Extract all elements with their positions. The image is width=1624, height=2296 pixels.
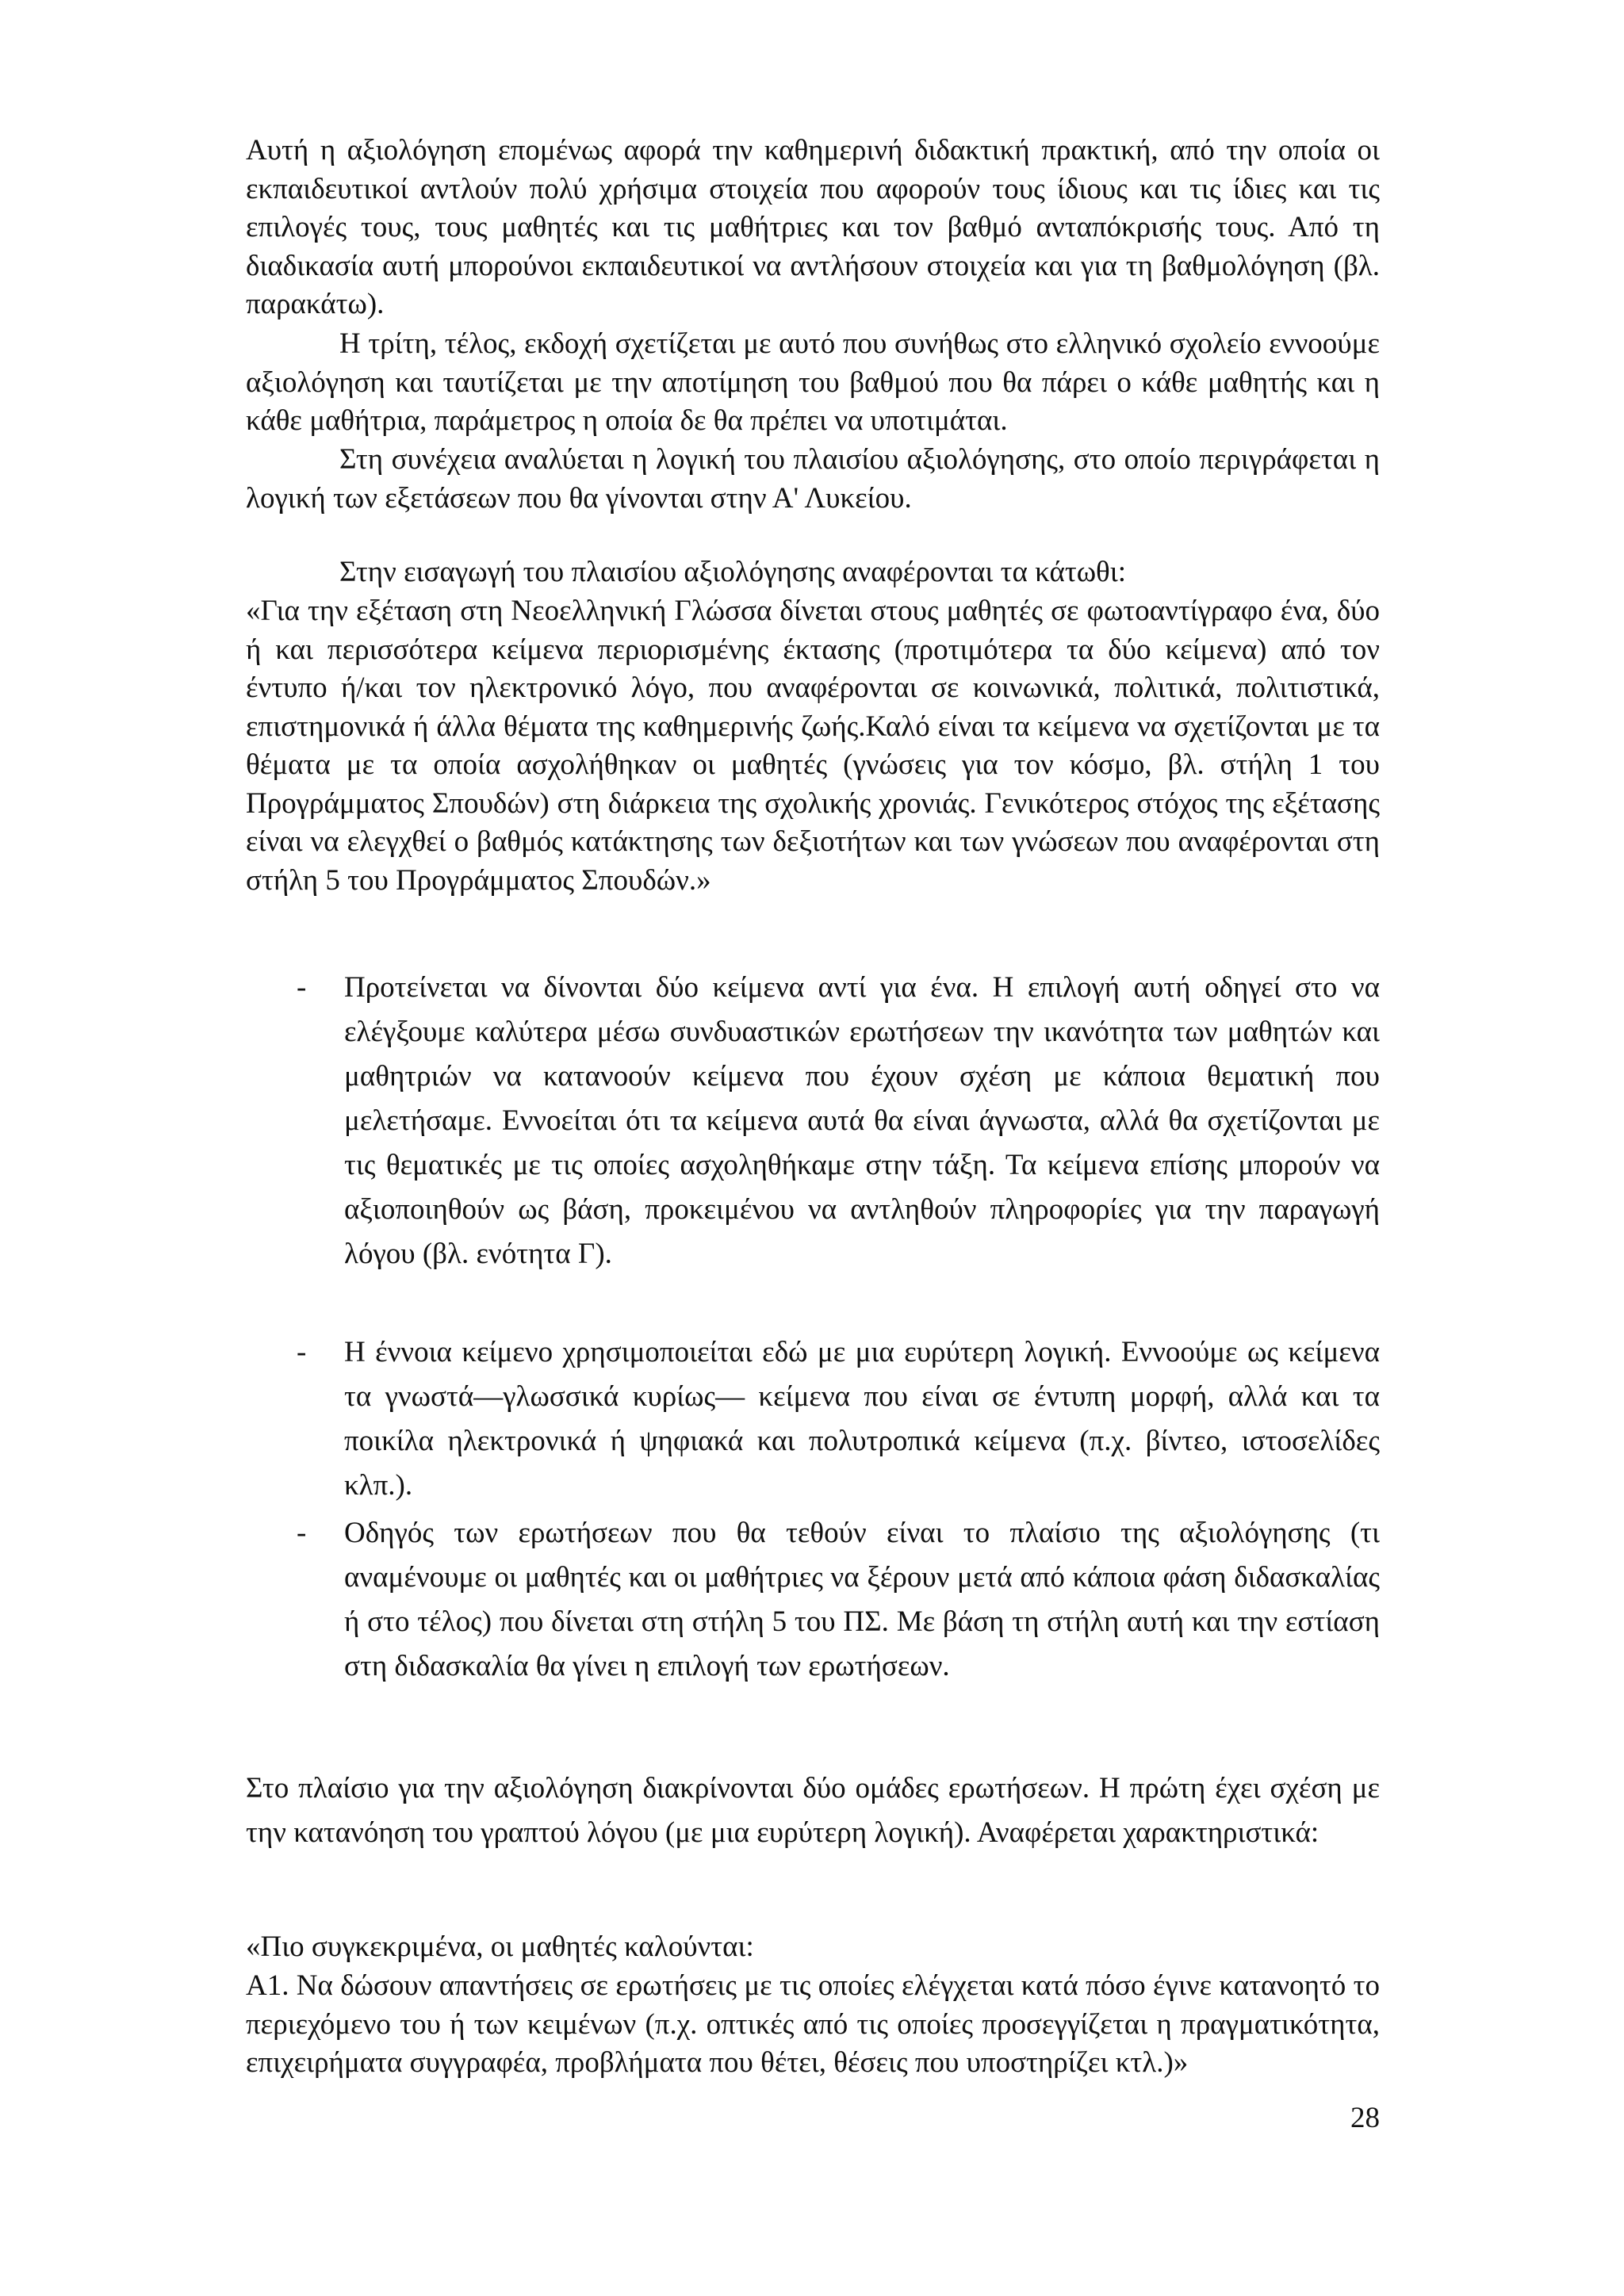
bullet-text: Οδηγός των ερωτήσεων που θα τεθούν είναι το πλαίσιο της αξιολόγησης (τι αναμένουμε οι μαθητές και οι μαθήτριες να ξέρουν μετά από κάποια φάση διδασκαλίας ή στο τέλος) που δίνεται στη στήλη 5 του ΠΣ. Με βάση τη στήλη αυτή και την εστίαση στη διδασκαλία θα γίνει η επιλογή των ερωτήσεων. xyxy=(344,1517,1380,1682)
paragraph-evaluation-practice: Αυτή η αξιολόγηση επομένως αφορά την καθημερινή διδακτική πρακτική, από την οποία οι εκπαιδευτικοί αντλούν πολύ χρήσιμα στοιχεία που αφορούν τους ίδιους και τις ίδιες και τις επιλογές τους, τους μαθητές και τις μαθήτριες και τον βαθμό ανταπόκρισής τους. Από τη διαδικασία αυτή μπορούνοι εκπαιδευτικοί να αντλήσουν στοιχεία και για τη βαθμολόγηση (βλ. παρακάτω). xyxy=(246,134,1380,320)
bullet-dash: - xyxy=(297,1336,307,1368)
bullet-text: Προτείνεται να δίνονται δύο κείμενα αντί για ένα. Η επιλογή αυτή οδηγεί στο να ελέγξουμε καλύτερα μέσω συνδυαστικών ερωτήσεων την ικανότητα των μαθητών και μαθητριών να κατανοούν κείμενα που έχουν σχέση με κάποια θεματική που μελετήσαμε. Εννοείται ότι τα κείμενα αυτά θα είναι άγνωστα, αλλά θα σχετίζονται με τις θεματικές με τις οποίες ασχοληθήκαμε στην τάξη. Τα κείμενα επίσης μπορούν να αξιοποιηθούν ως βάση, προκειμένου να αντληθούν πληροφορίες για την παραγωγή λόγου (βλ. ενότητα Γ). xyxy=(344,971,1380,1270)
paragraph-question-groups: Στο πλαίσιο για την αξιολόγηση διακρίνονται δύο ομάδες ερωτήσεων. Η πρώτη έχει σχέση με την κατανόηση του γραπτού λόγου (με μια ευρύτερη λογική). Αναφέρεται χαρακτηριστικά: xyxy=(246,1772,1380,1849)
bullet-dash: - xyxy=(297,1517,307,1549)
quote-a1-requirement: Α1. Να δώσουν απαντήσεις σε ερωτήσεις με τις οποίες ελέγχεται κατά πόσο έγινε κατανοητό το περιεχόμενο του ή των κειμένων (π.χ. οπτικές από τις οποίες προσεγγίζεται η πραγματικότητα, επιχειρήματα συγγραφέα, προβλήματα που θέτει, θέσεις που υποστηρίζει κτλ.)» xyxy=(246,1969,1380,2079)
paragraph-framework-intro: Στην εισαγωγή του πλαισίου αξιολόγησης αναφέρονται τα κάτωθι: xyxy=(339,556,1127,588)
bullet-dash: - xyxy=(297,971,307,1004)
paragraph-third-version: Η τρίτη, τέλος, εκδοχή σχετίζεται με αυτό που συνήθως στο ελληνικό σχολείο εννοούμε αξιολόγηση και ταυτίζεται με την αποτίμηση του βαθμού που θα πάρει ο κάθε μαθητής και η κάθε μαθήτρια, παράμετρος η οποία δε θα πρέπει να υποτιμάται. xyxy=(246,327,1380,437)
page-number: 28 xyxy=(1350,2102,1380,2134)
bullet-item-two-texts xyxy=(246,966,1380,1283)
quote-students-called: «Πιο συγκεκριμένα, οι μαθητές καλούνται: xyxy=(246,1931,754,1963)
paragraph-framework-analysis: Στη συνέχεια αναλύεται η λογική του πλαισίου αξιολόγησης, στο οποίο περιγράφεται η λογική των εξετάσεων που θα γίνονται στην Α' Λυκείου. xyxy=(246,443,1380,515)
quote-exam-description: «Για την εξέταση στη Νεοελληνική Γλώσσα δίνεται στους μαθητές σε φωτοαντίγραφο ένα, δύο ή και περισσότερα κείμενα περιορισμένης έκτασης (προτιμότερα τα δύο κείμενα) από τον έντυπο ή/και τον ηλεκτρονικό λόγο, που αναφέρονται σε κοινωνικά, πολιτικά, πολιτιστικά, επιστημονικά ή άλλα θέματα της καθημερινής ζωής.Καλό είναι τα κείμενα να σχετίζονται με τα θέματα με τα οποία ασχολήθηκαν οι μαθητές (γνώσεις για τον κόσμο, βλ. στήλη 1 του Προγράμματος Σπουδών) στη διάρκεια της σχολικής χρονιάς. Γενικότερος στόχος της εξέτασης είναι να ελεγχθεί ο βαθμός κατάκτησης των δεξιοτήτων και των γνώσεων που αναφέρονται στη στήλη 5 του Προγράμματος Σπουδών.» xyxy=(246,595,1380,897)
bullet-text: Η έννοια κείμενο χρησιμοποιείται εδώ με μια ευρύτερη λογική. Εννοούμε ως κείμενα τα γνωστά—γλωσσικά κυρίως— κείμενα που είναι σε έντυπη μορφή, αλλά και τα ποικίλα ηλεκτρονικά ή ψηφιακά και πολυτροπικά κείμενα (π.χ. βίντεο, ιστοσελίδες κλπ.). xyxy=(344,1336,1380,1502)
bullet-item-question-guide xyxy=(246,1511,1380,1693)
bullet-item-text-concept xyxy=(246,1330,1380,1513)
